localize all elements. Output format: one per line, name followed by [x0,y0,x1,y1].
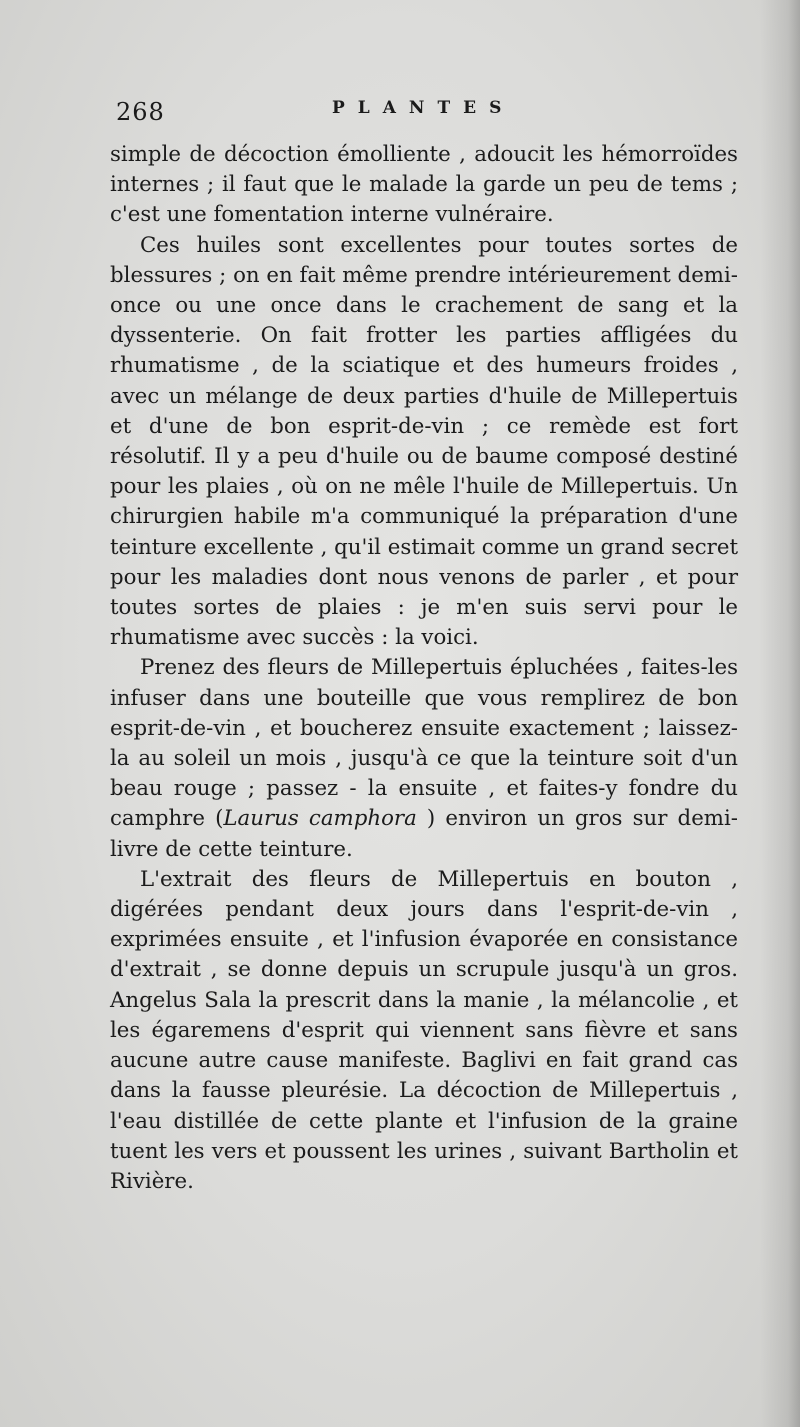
page-number: 268 [116,98,165,126]
paragraph-2: Ces huiles sont excellentes pour toutes sortes de blessures ; on en fait même prendre intérieurement demi-once ou une once dans le crachement de sang et la dyssenterie. On fait frotter les parties affligées du rhumatisme , de la sciatique et des humeurs froides , avec un mélange de deux parties d'huile de Millepertuis et d'une de bon esprit-de-vin ; ce remède est fort résolutif. Il y a peu d'huile ou de baume composé destiné pour les plaies , où on ne mêle l'huile de Millepertuis. Un chirurgien habile m'a communiqué la préparation d'une teinture excellente , qu'il estimait comme un grand secret pour les maladies dont nous venons de parler , et pour toutes sortes de plaies : je m'en suis servi pour le rhumatisme avec succès : la voici. [110,232,738,651]
paragraph-4: L'extrait des fleurs de Millepertuis en bouton , digérées pendant deux jours dans l'esprit-de-vin , exprimées ensuite , et l'infusion évaporée en consistance d'extrait , se donne depuis un scrupule jusqu'à un gros. Angelus Sala la prescrit dans la manie , la mélancolie , et les égaremens d'esprit qui viennent sans fièvre et sans aucune autre cause manifeste. Baglivi en fait grand cas dans la fausse pleurésie. La décoction de Millepertuis , l'eau distillée de cette plante et l'infusion de la graine tuent les vers et poussent les urines , suivant Bartholin et Rivière. [110,866,738,1194]
running-head: PLANTES [332,98,515,118]
paragraph-3 [110,653,738,864]
latin-name: Laurus camphora [223,806,417,832]
paragraph-3-text-end: ) environ un gros sur demi-livre de cette teinture. [110,806,738,862]
paragraph-1: simple de décoction émolliente , adoucit les hémorroïdes internes ; il faut que le malade la garde un peu de tems ; c'est une fomentation interne vulnéraire. [110,142,738,228]
page-edge-shadow [760,0,800,1427]
paragraph-3-text: Prenez des fleurs de Millepertuis épluchées , faites-les infuser dans une bouteille que vous remplirez de bon esprit-de-vin , et boucherez ensuite exactement ; laissez-la au soleil un mois , jusqu'à ce que la teinture soit d'un beau rouge ; passez - la ensuite , et faites-y fondre du camphre ( [110,655,738,832]
body-text [110,140,738,1197]
page-header [116,86,736,126]
